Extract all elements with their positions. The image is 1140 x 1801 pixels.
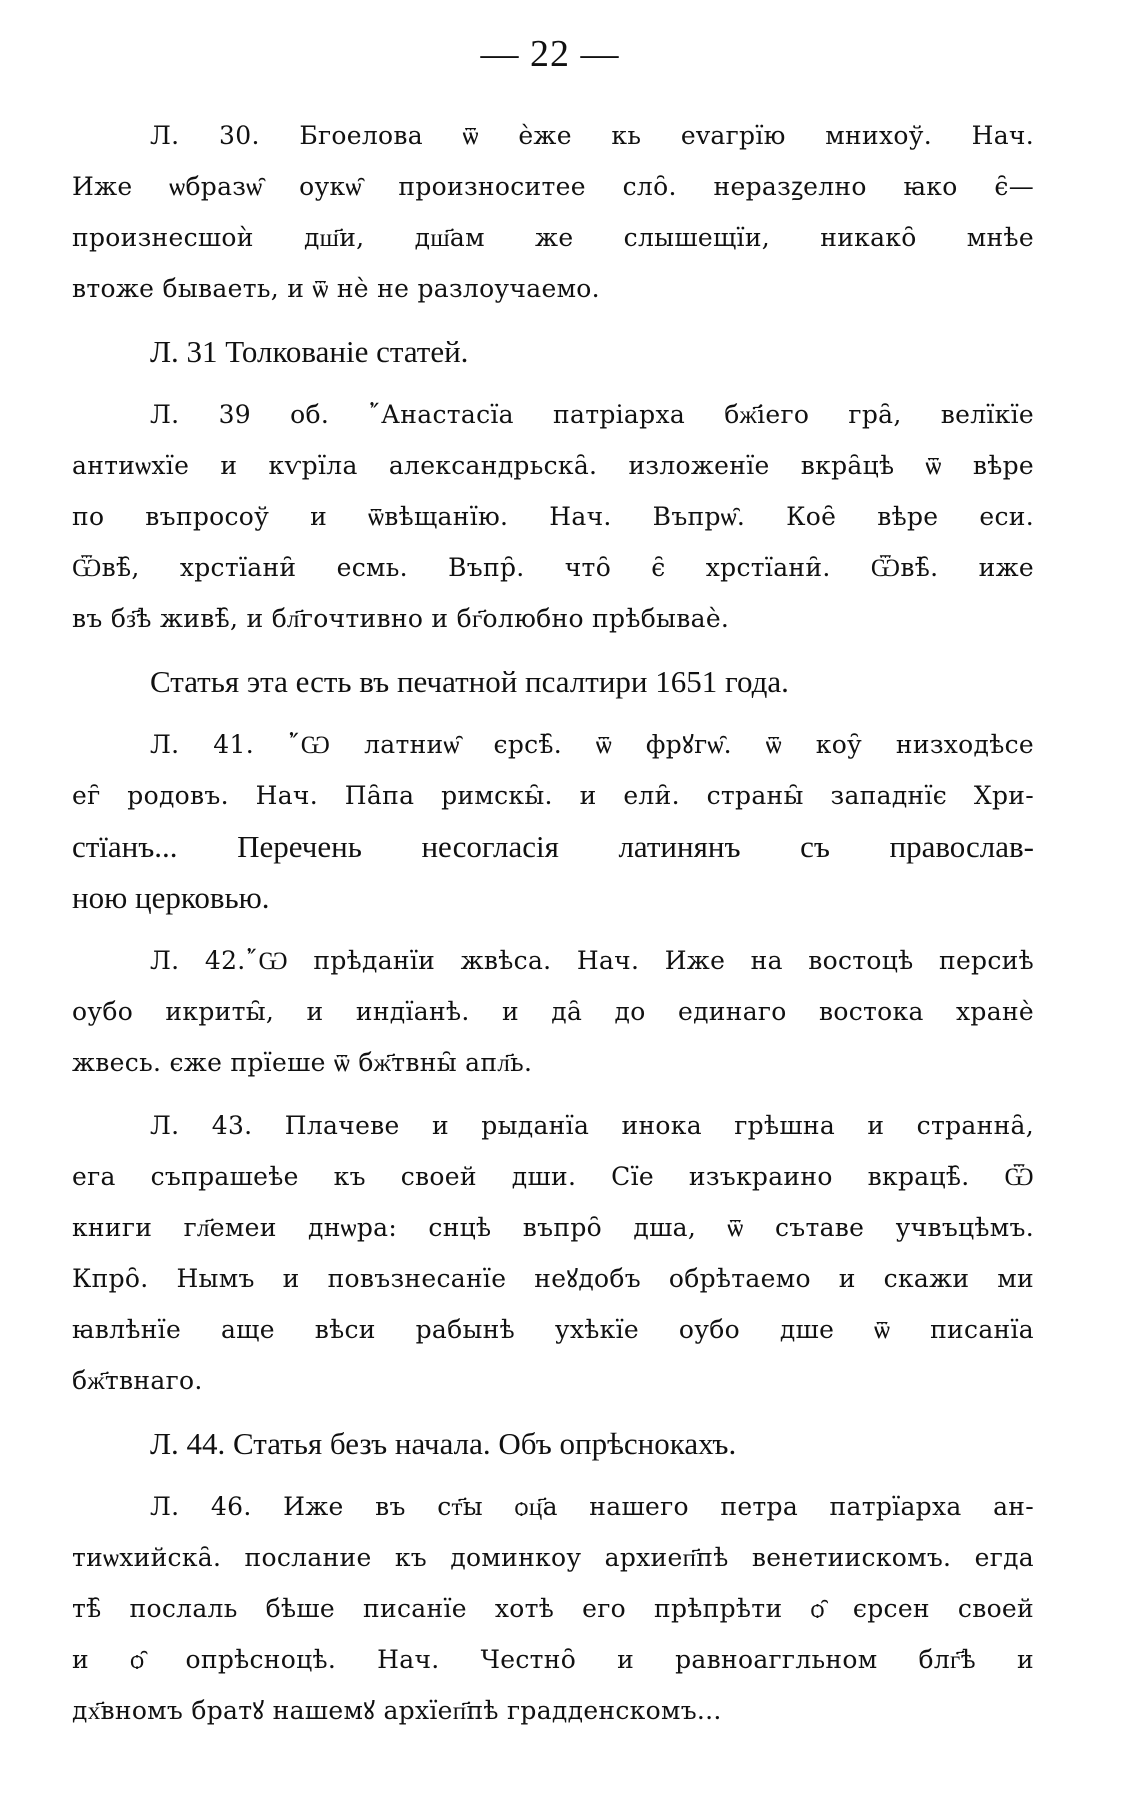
text-line: Л. 41. ῎Ѡ латниѡ̑ єрсѣ̑. ѿ фрꙋгѡ̑. ѿ коу̑ низходѣсе [150, 730, 1034, 759]
text-line: книги гл҃емеи днѡра: снцѣ въпро̑ дша, ѿ сътаве учвъцѣмъ. [72, 1213, 1034, 1242]
page-number: — 22 — [480, 33, 620, 75]
entry-paragraph [72, 110, 1034, 314]
text-line: въ бз҃ѣ живѣ̑, и бл҃гочтивно и бг҃олюбно прѣбываѐ. [72, 604, 730, 633]
text-line: антиѡхїе и кѵрїла александрьска̑. изложенїе вкра̑цѣ ѿ вѣре [72, 451, 1034, 480]
text-line: Л. 30. Бгоеловa ѿ ѐже кь еvагрїю мнихоў. Нач. [150, 121, 1034, 150]
entry-paragraph [72, 389, 1034, 644]
entry-paragraph [72, 656, 1034, 707]
text-line: тиѡхийска̑. послание къ доминкоу архиеп҃пѣ венетиискомъ. егда [72, 1543, 1034, 1572]
text-line: бж҃твнаго. [72, 1366, 203, 1395]
text-line: втоже бываеть, и ѿ нѐ не разлоучаемо. [72, 274, 600, 303]
text-line: дх҃вномъ братꙋ нашемꙋ архїеп҃пѣ градденскомъ... [72, 1696, 722, 1725]
text-line: Л. 43. Плачеве и рыданїа инока грѣшна и странна̑, [150, 1111, 1034, 1140]
text-line: Л. 39 об. ῎Анастасїа патріарха бж҃іего гра̑, велїкїе [150, 400, 1034, 429]
manuscript-entries [72, 110, 1034, 1748]
text-line: стїанъ... Перечень несогласія латинянъ съ православ- [72, 829, 1034, 864]
text-line: Иже ѡбразѡ̑ оукѡ̑ произноситее сло̑. неразꙁелно ꙗко є̑— [72, 172, 1034, 201]
text-line: тѣ̑ послаль бѣше писанїе хотѣ его прѣпрѣти ѻ̑ єрсен своей [72, 1594, 1034, 1623]
entry-paragraph [72, 1481, 1034, 1736]
entry-paragraph [72, 1100, 1034, 1406]
text-line: ꙗвлѣнїе аще вѣси рабынѣ ухѣкїе оубо дше ѿ писанїа [72, 1315, 1034, 1344]
text-line: Л. 44. Статья безъ начала. Объ опрѣснокахъ. [150, 1426, 737, 1461]
text-line: Кпро̑. Нымъ и повъзнесанїе неꙋдобъ обрѣтаемо и скажи ми [72, 1264, 1034, 1293]
text-line: ега съпрашеѣе къ своей дши. Сїе изъкраино вкрацѣ̑. Ѿ [72, 1162, 1034, 1191]
entry-paragraph [72, 326, 1034, 377]
text-line: жвесь. єже прїеше ѿ бж҃твны̑ апл҃ь. [72, 1048, 533, 1077]
text-line: Статья эта есть въ печатной псалтири 1651 года. [150, 664, 789, 699]
text-line: оубо икриты̑, и индїанѣ. и да̑ до единаго востока хранѐ [72, 997, 1034, 1026]
text-line: Л. 42.῎Ѡ прѣданїи жвѣса. Нач. Иже на востоцѣ персиѣ [150, 946, 1034, 975]
text-line: ною церковью. [72, 880, 270, 915]
text-line: Л. 31 Толкованіе статей. [150, 334, 469, 369]
text-line: Л. 46. Иже въ ст҃ы ѻц҃а нашего петра патрїарха ан- [150, 1492, 1034, 1521]
text-line: по въпросоў и ѿвѣщанїю. Нач. Въпрѡ̑. Кое̑ вѣре еси. [72, 502, 1034, 531]
text-line: и ѻ̑ опрѣсноцѣ. Нач. Честно̑ и равноаггльном блг҃ѣ и [72, 1645, 1034, 1674]
text-line: произнесшоѝ дш҃и, дш҃ам же слышещїи, никако̑ мнѣе [72, 223, 1034, 252]
entry-paragraph [72, 935, 1034, 1088]
entry-paragraph [72, 1418, 1034, 1469]
text-line: ег̑ родовъ. Нач. Па̑па римскы̑. и ели̑. страны̑ западнїє Хри- [72, 781, 1034, 810]
text-line: Ѿвѣ̑, хрстїани̑ есмь. Въпр̑. что̑ є̑ хрстїани̑. Ѿвѣ̑. иже [72, 553, 1034, 582]
entry-paragraph [72, 719, 1034, 923]
